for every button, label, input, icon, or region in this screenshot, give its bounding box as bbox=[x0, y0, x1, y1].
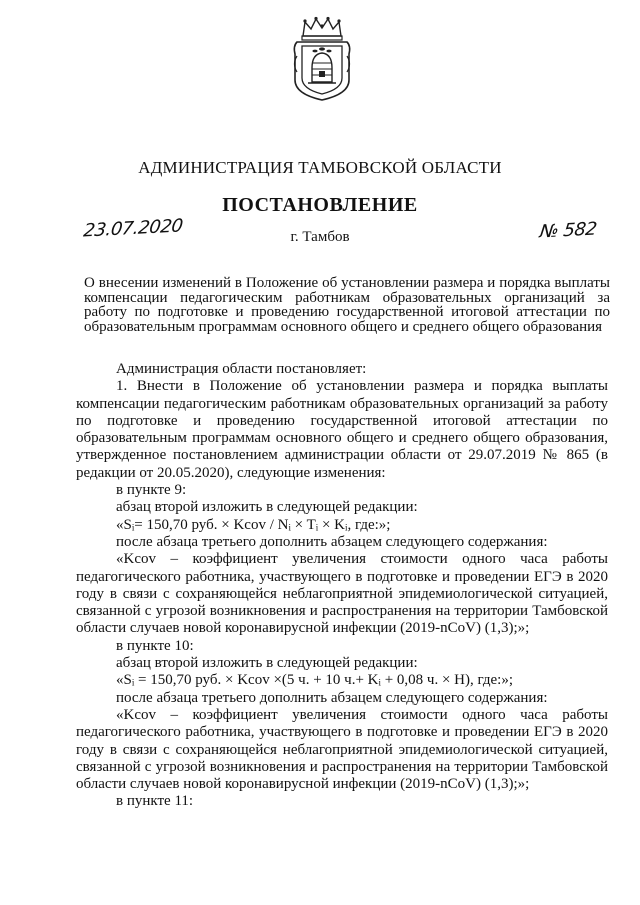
document-subject: О внесении изменений в Положение об установлении размера и порядка выплаты компенсации педагогическим работникам образовательных организаций за работу по подготовке и проведению государственной итоговой аттестации по образовательным программам основного общего и среднего общего образования bbox=[84, 275, 610, 335]
clause-9-formula: «Sᵢ= 150,70 руб. × Kcov / Nᵢ × Tᵢ × Kᵢ, где:»; bbox=[116, 516, 391, 533]
document-city: г. Тамбов bbox=[290, 229, 350, 245]
clause-9-addition-instruction: после абзаца третьего дополнить абзацем следующего содержания: bbox=[116, 533, 548, 550]
organization-name: АДМИНИСТРАЦИЯ ТАМБОВСКОЙ ОБЛАСТИ bbox=[138, 158, 502, 177]
clause-10-formula: «Sᵢ = 150,70 руб. × Kcov ×(5 ч. + 10 ч.+ Kᵢ + 0,08 ч. × H), где:»; bbox=[116, 672, 514, 689]
tambov-coat-of-arms-icon bbox=[291, 16, 353, 102]
clause-9-kcov-definition: «Kcov – коэффициент увеличения стоимости одного часа работы педагогического работника, участвующего в подготовке и проведении ЕГЭ в 2020 году в связи с сохраняющейся неблагоприятной эпидемиологической ситуацией, связанной с угрозой возникновения и распространения на территории Тамбовской области случаев новой коронавирусной инфекции (2019-nCoV) (1,3);»; bbox=[76, 551, 608, 637]
clause-9-heading: в пункте 9: bbox=[116, 482, 187, 499]
clause-11-heading: в пункте 11: bbox=[116, 793, 194, 810]
clause-9-instruction: абзац второй изложить в следующей редакции: bbox=[116, 499, 418, 516]
clause-10-addition-instruction: после абзаца третьего дополнить абзацем следующего содержания: bbox=[116, 689, 548, 706]
document-body bbox=[76, 361, 608, 811]
intro-paragraph: Администрация области постановляет: bbox=[116, 361, 367, 377]
clause-10-heading: в пункте 10: bbox=[116, 637, 194, 654]
document-number: № 582 bbox=[538, 218, 598, 243]
document-date: 23.07.2020 bbox=[82, 215, 184, 242]
item-1-paragraph: 1. Внести в Положение об установлении размера и порядка выплаты компенсации педагогическим работникам образовательных организаций за работу по подготовке и проведению государственной итоговой аттестации по образовательным программам основного общего и среднего общего образования, утвержденное постановлением администрации области от 29.07.2019 № 865 (в редакции от 20.05.2020), следующие изменения: bbox=[76, 378, 608, 481]
document-type: ПОСТАНОВЛЕНИЕ bbox=[222, 194, 418, 216]
clause-10-instruction: абзац второй изложить в следующей редакции: bbox=[116, 655, 418, 672]
clause-10-kcov-definition: «Kcov – коэффициент увеличения стоимости одного часа работы педагогического работника, участвующего в подготовке и проведении ЕГЭ в 2020 году в связи с сохраняющейся неблагоприятной эпидемиологической ситуацией, связанной с угрозой возникновения и распространения на территории Тамбовской области случаев новой коронавирусной инфекции (2019-nCoV) (1,3);»; bbox=[76, 706, 608, 793]
